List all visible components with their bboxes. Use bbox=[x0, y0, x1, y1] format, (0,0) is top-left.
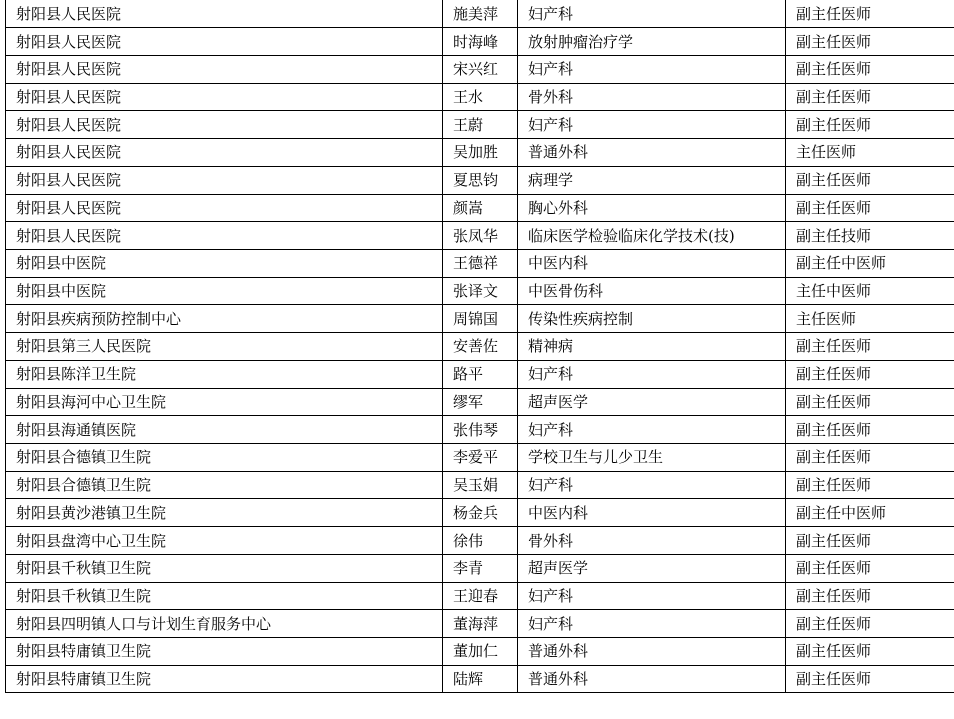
title-cell: 副主任医师 bbox=[786, 638, 954, 666]
specialty-cell: 普通外科 bbox=[518, 665, 786, 693]
specialty-cell: 中医骨伤科 bbox=[518, 277, 786, 305]
specialty-cell: 妇产科 bbox=[518, 471, 786, 499]
name-cell: 徐伟 bbox=[443, 527, 518, 555]
specialty-cell: 临床医学检验临床化学技术(技) bbox=[518, 222, 786, 250]
name-cell: 时海峰 bbox=[443, 28, 518, 56]
title-cell: 副主任医师 bbox=[786, 527, 954, 555]
specialty-cell: 普通外科 bbox=[518, 139, 786, 167]
table-row bbox=[6, 28, 954, 56]
institution-cell: 射阳县四明镇人口与计划生育服务中心 bbox=[6, 610, 443, 638]
table-row bbox=[6, 360, 954, 388]
name-cell: 董加仁 bbox=[443, 638, 518, 666]
table-row bbox=[6, 665, 954, 693]
table-row bbox=[6, 582, 954, 610]
specialty-cell: 中医内科 bbox=[518, 499, 786, 527]
title-cell: 副主任中医师 bbox=[786, 249, 954, 277]
institution-cell: 射阳县疾病预防控制中心 bbox=[6, 305, 443, 333]
title-cell: 副主任医师 bbox=[786, 388, 954, 416]
name-cell: 缪军 bbox=[443, 388, 518, 416]
table-row bbox=[6, 55, 954, 83]
institution-cell: 射阳县特庸镇卫生院 bbox=[6, 638, 443, 666]
institution-cell: 射阳县海通镇医院 bbox=[6, 416, 443, 444]
specialty-cell: 骨外科 bbox=[518, 527, 786, 555]
name-cell: 颜嵩 bbox=[443, 194, 518, 222]
institution-cell: 射阳县第三人民医院 bbox=[6, 333, 443, 361]
name-cell: 杨金兵 bbox=[443, 499, 518, 527]
table-row bbox=[6, 527, 954, 555]
title-cell: 副主任医师 bbox=[786, 0, 954, 28]
table-row bbox=[6, 222, 954, 250]
table-row bbox=[6, 499, 954, 527]
institution-cell: 射阳县海河中心卫生院 bbox=[6, 388, 443, 416]
title-cell: 主任医师 bbox=[786, 305, 954, 333]
table-row bbox=[6, 305, 954, 333]
table-row bbox=[6, 249, 954, 277]
institution-cell: 射阳县人民医院 bbox=[6, 83, 443, 111]
name-cell: 李爱平 bbox=[443, 444, 518, 472]
name-cell: 王迎春 bbox=[443, 582, 518, 610]
institution-cell: 射阳县特庸镇卫生院 bbox=[6, 665, 443, 693]
institution-cell: 射阳县人民医院 bbox=[6, 111, 443, 139]
institution-cell: 射阳县盘湾中心卫生院 bbox=[6, 527, 443, 555]
name-cell: 王水 bbox=[443, 83, 518, 111]
name-cell: 李青 bbox=[443, 554, 518, 582]
title-cell: 副主任医师 bbox=[786, 111, 954, 139]
title-cell: 副主任医师 bbox=[786, 360, 954, 388]
title-cell: 副主任医师 bbox=[786, 416, 954, 444]
name-cell: 吴玉娟 bbox=[443, 471, 518, 499]
name-cell: 吴加胜 bbox=[443, 139, 518, 167]
name-cell: 张译文 bbox=[443, 277, 518, 305]
name-cell: 王德祥 bbox=[443, 249, 518, 277]
title-cell: 主任中医师 bbox=[786, 277, 954, 305]
specialty-cell: 精神病 bbox=[518, 333, 786, 361]
table-row bbox=[6, 554, 954, 582]
table-row bbox=[6, 471, 954, 499]
table-row bbox=[6, 111, 954, 139]
title-cell: 副主任医师 bbox=[786, 444, 954, 472]
table-row bbox=[6, 139, 954, 167]
specialty-cell: 普通外科 bbox=[518, 638, 786, 666]
institution-cell: 射阳县人民医院 bbox=[6, 139, 443, 167]
specialty-cell: 妇产科 bbox=[518, 582, 786, 610]
name-cell: 夏思钧 bbox=[443, 166, 518, 194]
institution-cell: 射阳县千秋镇卫生院 bbox=[6, 582, 443, 610]
title-cell: 副主任医师 bbox=[786, 194, 954, 222]
personnel-table-body bbox=[6, 0, 954, 693]
institution-cell: 射阳县合德镇卫生院 bbox=[6, 471, 443, 499]
specialty-cell: 胸心外科 bbox=[518, 194, 786, 222]
specialty-cell: 妇产科 bbox=[518, 111, 786, 139]
institution-cell: 射阳县人民医院 bbox=[6, 222, 443, 250]
table-row bbox=[6, 610, 954, 638]
title-cell: 副主任医师 bbox=[786, 333, 954, 361]
specialty-cell: 放射肿瘤治疗学 bbox=[518, 28, 786, 56]
title-cell: 副主任技师 bbox=[786, 222, 954, 250]
specialty-cell: 妇产科 bbox=[518, 416, 786, 444]
institution-cell: 射阳县人民医院 bbox=[6, 55, 443, 83]
personnel-table bbox=[5, 0, 954, 693]
title-cell: 副主任医师 bbox=[786, 28, 954, 56]
table-row bbox=[6, 0, 954, 28]
title-cell: 副主任医师 bbox=[786, 55, 954, 83]
specialty-cell: 超声医学 bbox=[518, 554, 786, 582]
table-row bbox=[6, 166, 954, 194]
table-row bbox=[6, 83, 954, 111]
title-cell: 副主任医师 bbox=[786, 471, 954, 499]
specialty-cell: 病理学 bbox=[518, 166, 786, 194]
table-row bbox=[6, 194, 954, 222]
specialty-cell: 超声医学 bbox=[518, 388, 786, 416]
table-row bbox=[6, 277, 954, 305]
title-cell: 副主任医师 bbox=[786, 83, 954, 111]
name-cell: 陆辉 bbox=[443, 665, 518, 693]
name-cell: 董海萍 bbox=[443, 610, 518, 638]
institution-cell: 射阳县中医院 bbox=[6, 249, 443, 277]
specialty-cell: 妇产科 bbox=[518, 55, 786, 83]
specialty-cell: 传染性疾病控制 bbox=[518, 305, 786, 333]
table-row bbox=[6, 388, 954, 416]
institution-cell: 射阳县合德镇卫生院 bbox=[6, 444, 443, 472]
title-cell: 主任医师 bbox=[786, 139, 954, 167]
specialty-cell: 妇产科 bbox=[518, 360, 786, 388]
table-row bbox=[6, 444, 954, 472]
name-cell: 路平 bbox=[443, 360, 518, 388]
table-row bbox=[6, 416, 954, 444]
name-cell: 安善佐 bbox=[443, 333, 518, 361]
title-cell: 副主任医师 bbox=[786, 610, 954, 638]
institution-cell: 射阳县中医院 bbox=[6, 277, 443, 305]
title-cell: 副主任医师 bbox=[786, 665, 954, 693]
title-cell: 副主任医师 bbox=[786, 166, 954, 194]
title-cell: 副主任医师 bbox=[786, 554, 954, 582]
name-cell: 周锦国 bbox=[443, 305, 518, 333]
institution-cell: 射阳县陈洋卫生院 bbox=[6, 360, 443, 388]
name-cell: 施美萍 bbox=[443, 0, 518, 28]
institution-cell: 射阳县人民医院 bbox=[6, 194, 443, 222]
table-row bbox=[6, 638, 954, 666]
specialty-cell: 妇产科 bbox=[518, 0, 786, 28]
name-cell: 王蔚 bbox=[443, 111, 518, 139]
title-cell: 副主任中医师 bbox=[786, 499, 954, 527]
institution-cell: 射阳县人民医院 bbox=[6, 166, 443, 194]
title-cell: 副主任医师 bbox=[786, 582, 954, 610]
institution-cell: 射阳县人民医院 bbox=[6, 0, 443, 28]
specialty-cell: 骨外科 bbox=[518, 83, 786, 111]
specialty-cell: 妇产科 bbox=[518, 610, 786, 638]
name-cell: 张伟琴 bbox=[443, 416, 518, 444]
specialty-cell: 学校卫生与儿少卫生 bbox=[518, 444, 786, 472]
name-cell: 张凤华 bbox=[443, 222, 518, 250]
table-row bbox=[6, 333, 954, 361]
institution-cell: 射阳县黄沙港镇卫生院 bbox=[6, 499, 443, 527]
institution-cell: 射阳县千秋镇卫生院 bbox=[6, 554, 443, 582]
specialty-cell: 中医内科 bbox=[518, 249, 786, 277]
name-cell: 宋兴红 bbox=[443, 55, 518, 83]
institution-cell: 射阳县人民医院 bbox=[6, 28, 443, 56]
